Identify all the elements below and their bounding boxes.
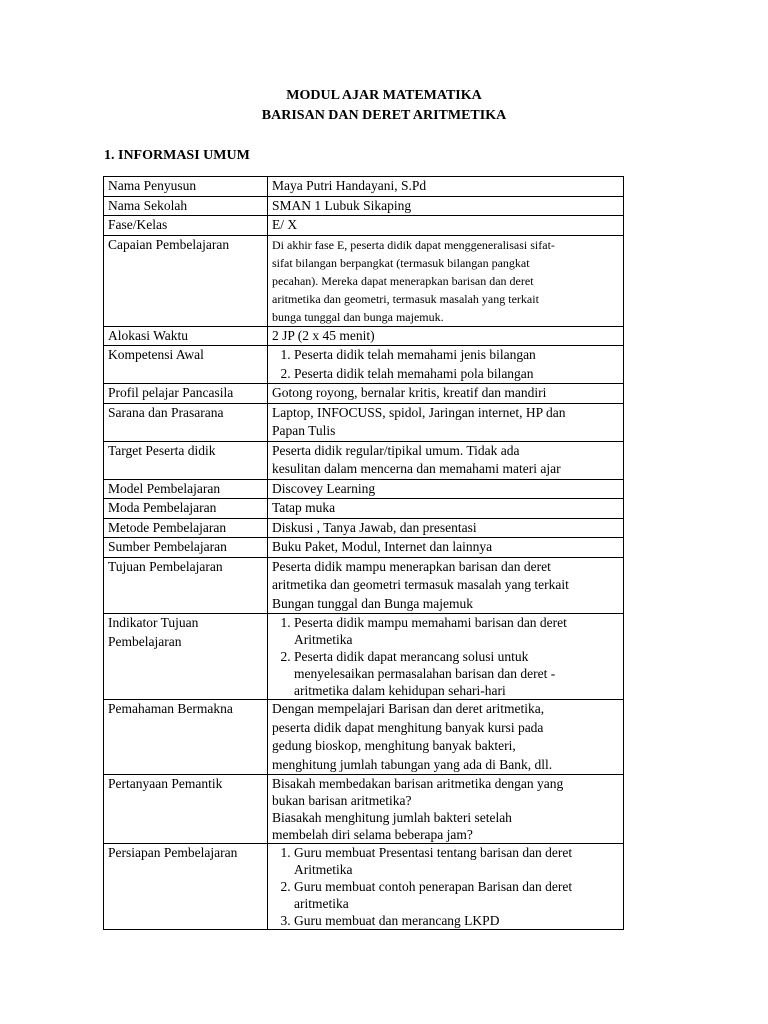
numbered-list (272, 844, 619, 929)
table-row (104, 196, 624, 216)
list-item: 2. Peserta didik telah memahami pola bilangan (294, 365, 619, 384)
numbered-list (272, 346, 619, 383)
row-label: Alokasi Waktu (104, 326, 268, 346)
table-row (104, 346, 624, 384)
row-label: Pemahaman Bermakna (104, 700, 268, 775)
row-label: Metode Pembelajaran (104, 518, 268, 538)
row-label: Kompetensi Awal (104, 346, 268, 384)
table-row (104, 775, 624, 844)
table-row (104, 479, 624, 499)
info-table (103, 176, 624, 930)
row-value: Peserta didik mampu menerapkan barisan dan deret aritmetika dan geometri termasuk masalah yang terkait Bungan tunggal dan Bunga majemuk (272, 558, 569, 611)
row-value: Bisakah membedakan barisan aritmetika dengan yang bukan barisan aritmetika? Biasakah menghitung jumlah bakteri setelah membelah diri selama beberapa jam? (272, 776, 564, 842)
numbered-list (272, 614, 619, 699)
row-value: Diskusi , Tanya Jawab, dan presentasi (268, 518, 624, 538)
row-label: Profil pelajar Pancasila (104, 384, 268, 404)
row-label: Nama Sekolah (104, 196, 268, 216)
row-label: Indikator Tujuan Pembelajaran (108, 615, 199, 649)
table-row (104, 216, 624, 236)
row-value: Dengan mempelajari Barisan dan deret aritmetika, peserta didik dapat menghitung banyak kursi pada gedung bioskop, menghitung banyak bakteri, menghitung jumlah tabungan yang ada di Bank, dll. (272, 701, 553, 772)
row-value: Gotong royong, bernalar kritis, kreatif dan mandiri (268, 384, 624, 404)
row-label: Sumber Pembelajaran (104, 538, 268, 558)
table-row (104, 326, 624, 346)
table-row (104, 441, 624, 479)
table-row (104, 177, 624, 197)
section-heading: 1. INFORMASI UMUM (104, 148, 250, 163)
table-row (104, 499, 624, 519)
document-subtitle: BARISAN DAN DERET ARITMETIKA (261, 108, 507, 123)
row-value: Maya Putri Handayani, S.Pd (268, 177, 624, 197)
list-item: 1. Peserta didik telah memahami jenis bilangan (294, 346, 619, 365)
row-value: Di akhir fase E, peserta didik dapat menggeneralisasi sifat- sifat bilangan berpangkat (termasuk bilangan pangkat pecahan). Mereka dapat menerapkan barisan dan deret aritmetika dan geometri, termasuk masalah yang terkait bunga tunggal dan bunga majemuk. (272, 237, 555, 324)
row-label: Pertanyaan Pemantik (104, 775, 268, 844)
row-value: E/ X (268, 216, 624, 236)
row-label: Moda Pembelajaran (104, 499, 268, 519)
list-item: 2. Guru membuat contoh penerapan Barisan dan deret aritmetika (294, 879, 573, 911)
row-label: Fase/Kelas (104, 216, 268, 236)
row-value: Tatap muka (268, 499, 624, 519)
row-value: Laptop, INFOCUSS, spidol, Jaringan internet, HP dan Papan Tulis (272, 404, 566, 438)
row-label: Sarana dan Prasarana (104, 403, 268, 441)
table-row (104, 403, 624, 441)
row-value: SMAN 1 Lubuk Sikaping (268, 196, 624, 216)
row-label: Persiapan Pembelajaran (104, 844, 268, 930)
list-item: 2. Peserta didik dapat merancang solusi untuk menyelesaikan permasalahan barisan dan deret - aritmetika dalam kehidupan sehari-hari (294, 649, 556, 698)
row-value: Discovey Learning (268, 479, 624, 499)
list-item: 1. Peserta didik mampu memahami barisan dan deret Aritmetika (294, 615, 567, 647)
table-row (104, 700, 624, 775)
table-row (104, 614, 624, 700)
table-row (104, 518, 624, 538)
row-label: Capaian Pembelajaran (104, 235, 268, 326)
list-item: 3. Guru membuat dan merancang LKPD (294, 913, 500, 928)
table-row (104, 557, 624, 614)
row-label: Nama Penyusun (104, 177, 268, 197)
row-label: Tujuan Pembelajaran (104, 557, 268, 614)
document-title: MODUL AJAR MATEMATIKA (286, 88, 482, 103)
row-label: Target Peserta didik (104, 441, 268, 479)
table-row (104, 235, 624, 326)
row-value: Peserta didik regular/tipikal umum. Tidak ada kesulitan dalam mencerna dan memahami materi ajar (272, 442, 561, 476)
row-label: Model Pembelajaran (104, 479, 268, 499)
row-value: Buku Paket, Modul, Internet dan lainnya (268, 538, 624, 558)
table-row (104, 844, 624, 930)
table-row (104, 384, 624, 404)
list-item: 1. Guru membuat Presentasi tentang barisan dan deret Aritmetika (294, 845, 573, 877)
table-row (104, 538, 624, 558)
row-value: 2 JP (2 x 45 menit) (268, 326, 624, 346)
